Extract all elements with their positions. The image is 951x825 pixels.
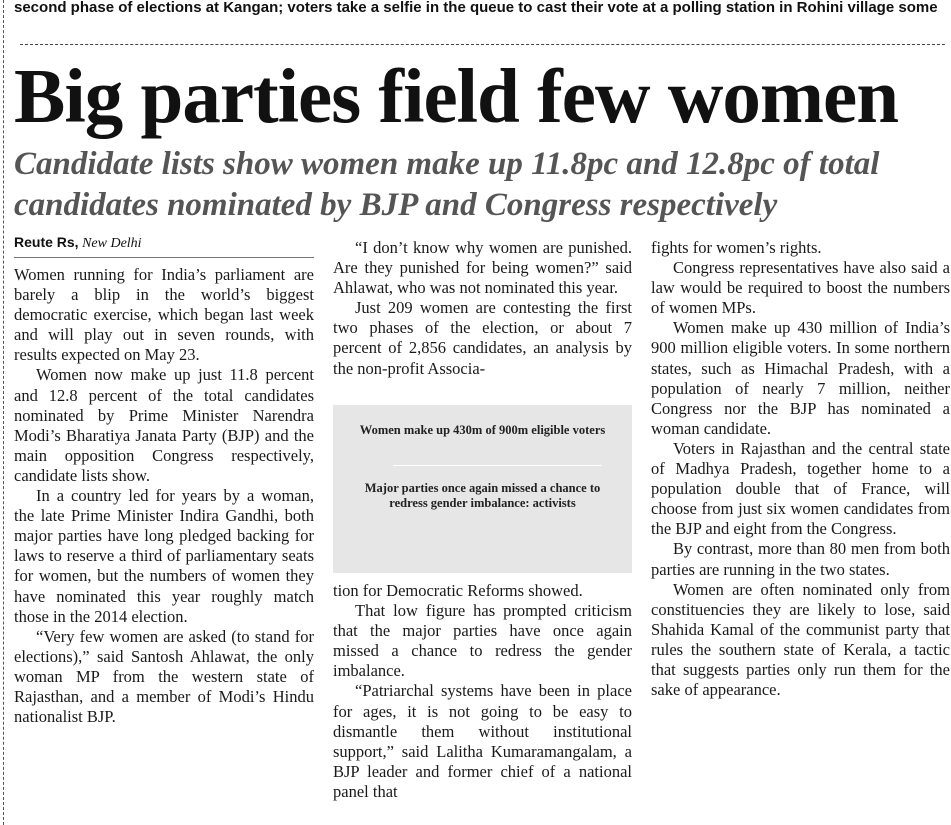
paragraph: Voters in Rajasthan and the central state of Madhya Pradesh, together home to a population double that of France, will choose from just six women candidates from the BJP and eight from the Congress. [651, 438, 950, 539]
paragraph: “Patriarchal systems have been in place for ages, it is not going to be easy to dismantle them without institutional support,” said Lalitha Kumaramangalam, a BJP leader and former chief of a national panel that [333, 681, 632, 801]
article-column-1 [14, 265, 314, 727]
paragraph: Women now make up just 11.8 percent and 12.8 percent of the total candidates nominated by Prime Minister Narendra Modi’s Bharatiya Janata Party (BJP) and the main opposition Congress respectively, candidate lists show. [14, 365, 314, 485]
photo-caption-strip: second phase of elections at Kangan; voters take a selfie in the queue to cast their vote at a polling station in Rohini village some [14, 0, 938, 16]
pull-quote-2: Major parties once again missed a chance to redress gender imbalance: activists [364, 481, 601, 510]
headline: Big parties field few women [14, 53, 899, 139]
pull-quote-1: Women make up 430m of 900m eligible voters [359, 423, 606, 437]
pull-quote-divider [393, 465, 602, 466]
paragraph: Women running for India’s parliament are barely a blip in the world’s biggest democratic exercise, which began last week and will play out in seven rounds, with results expected on May 23. [14, 265, 314, 365]
article-column-2-top [333, 238, 632, 379]
paragraph: “I don’t know why women are punished. Are they punished for being women?” said Ahlawat, who was not nominated this year. [333, 238, 632, 298]
byline-agency: Reute Rs, [14, 234, 79, 250]
paragraph: That low figure has prompted criticism that the major parties have once again missed a chance to redress the gender imbalance. [333, 601, 632, 681]
pull-quote-box [333, 405, 632, 573]
paragraph: tion for Democratic Reforms showed. [333, 581, 583, 600]
paragraph: Women make up 430 million of India’s 900 million eligible voters. In some northern states, such as Himachal Pradesh, with a population of nearly 7 million, neither Congress nor the BJP has nominated a woman candidate. [651, 318, 950, 438]
paragraph: Just 209 women are contesting the first two phases of the election, or about 7 percent of 2,856 candidates, an analysis by the non-profit Associa- [333, 298, 632, 378]
dashed-divider [20, 44, 945, 45]
page-edge-rule [3, 0, 4, 825]
byline-dateline: New Delhi [82, 236, 142, 251]
article-column-2-bottom [333, 581, 632, 802]
paragraph: “Very few women are asked (to stand for elections),” said Santosh Ahlawat, the only woman MP from the western state of Rajasthan, and a member of Modi’s Hindu nationalist BJP. [14, 626, 314, 727]
paragraph: By contrast, more than 80 men from both parties are running in the two states. [651, 539, 950, 579]
byline [14, 233, 314, 253]
byline-rule [14, 257, 314, 258]
paragraph: fights for women’s rights. [651, 238, 822, 257]
standfirst: Candidate lists show women make up 11.8pc and 12.8pc of total candidates nominated by BJP and Congress respectively [14, 146, 880, 223]
article-column-3 [651, 238, 950, 700]
paragraph: Women are often nominated only from constituencies they are likely to lose, said Shahida Kamal of the communist party that rules the southern state of Kerala, a tactic that suggests parties only run them for the sake of appearance. [651, 579, 950, 700]
paragraph: In a country led for years by a woman, the late Prime Minister Indira Gandhi, both major parties have long pledged backing for laws to reserve a third of parliamentary seats for women, but the numbers of women they have nominated this year roughly match those in the 2014 election. [14, 486, 314, 626]
paragraph: Congress representatives have also said a law would be required to boost the numbers of women MPs. [651, 258, 950, 318]
